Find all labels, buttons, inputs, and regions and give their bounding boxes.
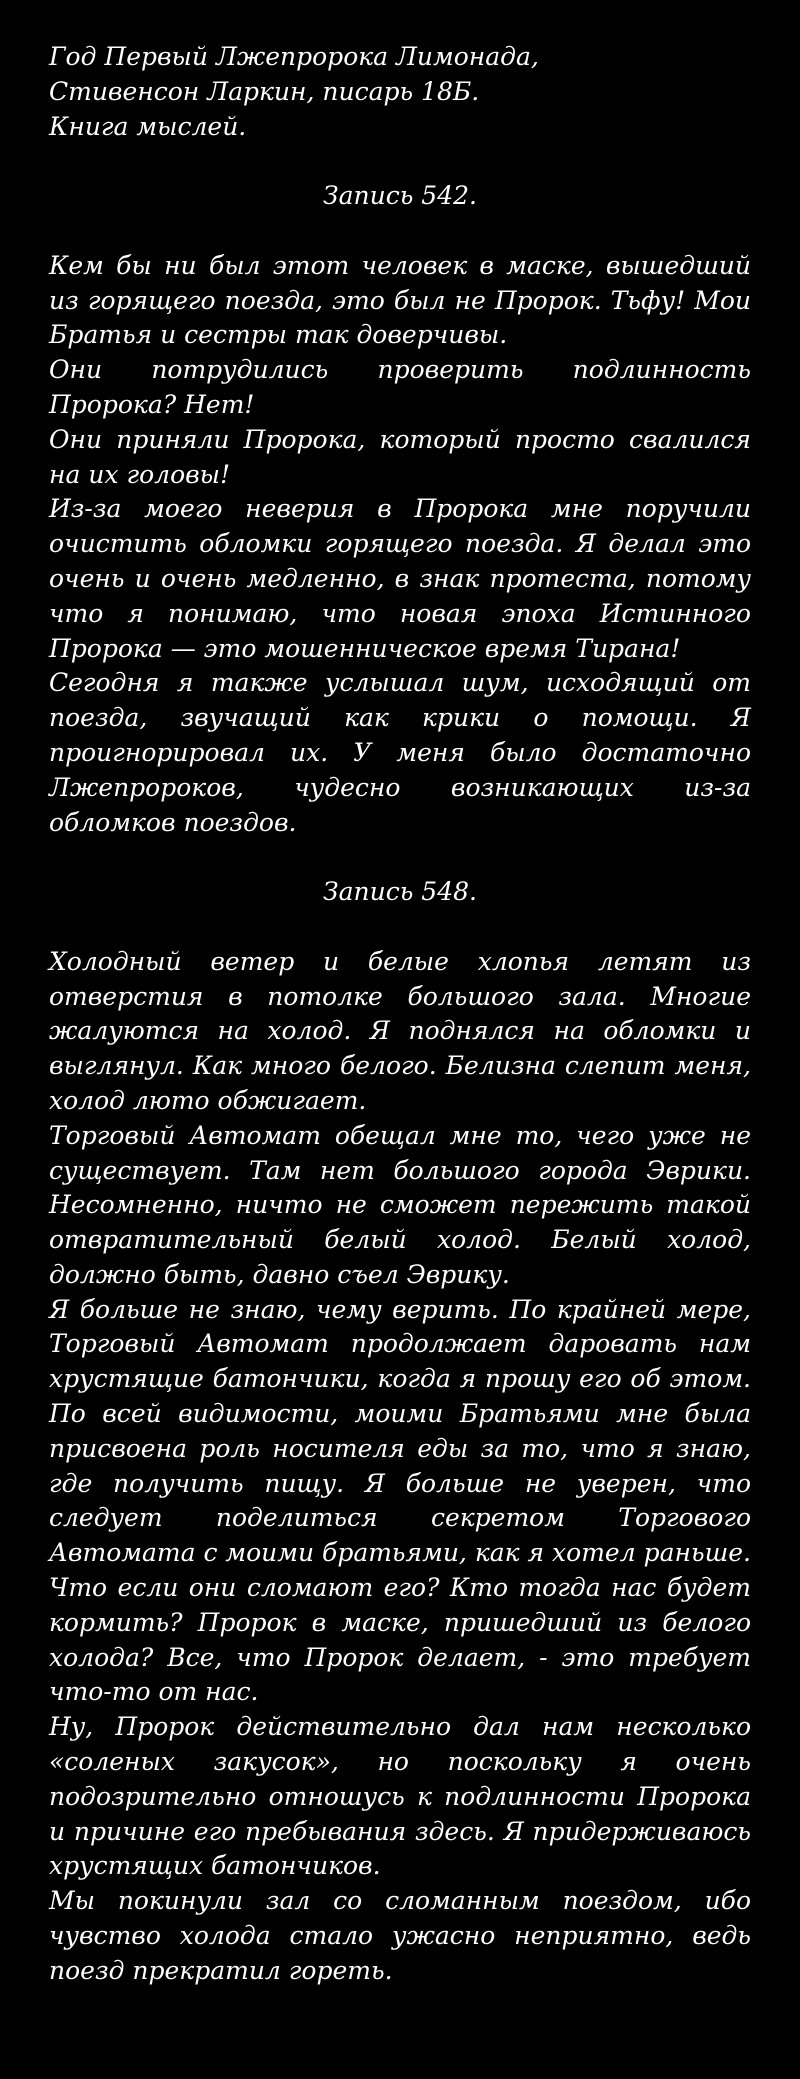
journal-entry — [49, 179, 751, 840]
entry-paragraph: Я больше не знаю, чему верить. По крайней мере, Торговый Автомат продолжает даровать нам хрустящие батончики, когда я прошу его об этом. По всей видимости, моими Братьями мне была присвоена роль носителя еды за то, что я знаю, где получить пищу. Я больше не уверен, что следует поделиться секретом Торгового Автомата с моими братьями, как я хотел раньше. Что если они сломают его? Кто тогда нас будет кормить? Пророк в маске, пришедший из белого холода? Все, что Пророк делает, - это требует что-то от нас. — [49, 1294, 751, 1707]
journal-header-author: Стивенсон Ларкин, писарь 18Б. — [49, 76, 480, 106]
entry-paragraph: Из-за моего неверия в Пророка мне поручили очистить обломки горящего поезда. Я делал это очень и очень медленно, в знак протеста, потому что я понимаю, что новая эпоха Истинного Пророка — это мошенническое время Тирана! — [49, 494, 751, 663]
entry-paragraph: Торговый Автомат обещал мне то, чего уже не существует. Там нет большого города Эврики. Несомненно, ничто не сможет пережить такой отвратительный белый холод. Белый холод, должно быть, давно съел Эврику. — [49, 1120, 751, 1289]
entry-paragraph: Кем бы ни был этот человек в маске, вышедший из горящего поезда, это был не Пророк. Тьфу! Мои Братья и сестры так доверчивы. — [49, 250, 751, 350]
entry-paragraph: Мы покинули зал со сломанным поездом, ибо чувство холода стало ужасно неприятно, ведь поезд прекратил гореть. — [49, 1886, 751, 1985]
entry-paragraph: Сегодня я также услышал шум, исходящий от поезда, звучащий как крики о помощи. Я проигнорировал их. У меня было достаточно Лжепророков, чудесно возникающих из-за обломков поездов. — [49, 668, 751, 837]
entry-paragraph: Они потрудились проверить подлинность Пророка? Нет! — [49, 355, 751, 419]
journal-header-year: Год Первый Лжепророка Лимонада, — [49, 42, 539, 71]
journal-page — [49, 40, 751, 1989]
entry-title: Запись 548. — [323, 877, 477, 907]
journal-entry — [49, 875, 751, 1989]
entry-title: Запись 542. — [323, 181, 477, 211]
journal-header-book: Книга мыслей. — [49, 111, 247, 141]
entry-paragraph: Холодный ветер и белые хлопья летят из отверстия в потолке большого зала. Многие жалуются на холод. Я поднялся на обломки и выглянул. Как много белого. Белизна слепит меня, холод люто обжигает. — [49, 946, 751, 1115]
entry-paragraph: Ну, Пророк действительно дал нам несколько «соленых закусок», но поскольку я очень подозрительно отношусь к подлинности Пророка и причине его пребывания здесь. Я придерживаюсь хрустящих батончиков. — [49, 1712, 751, 1881]
entry-paragraph: Они приняли Пророка, который просто свалился на их головы! — [49, 424, 751, 489]
